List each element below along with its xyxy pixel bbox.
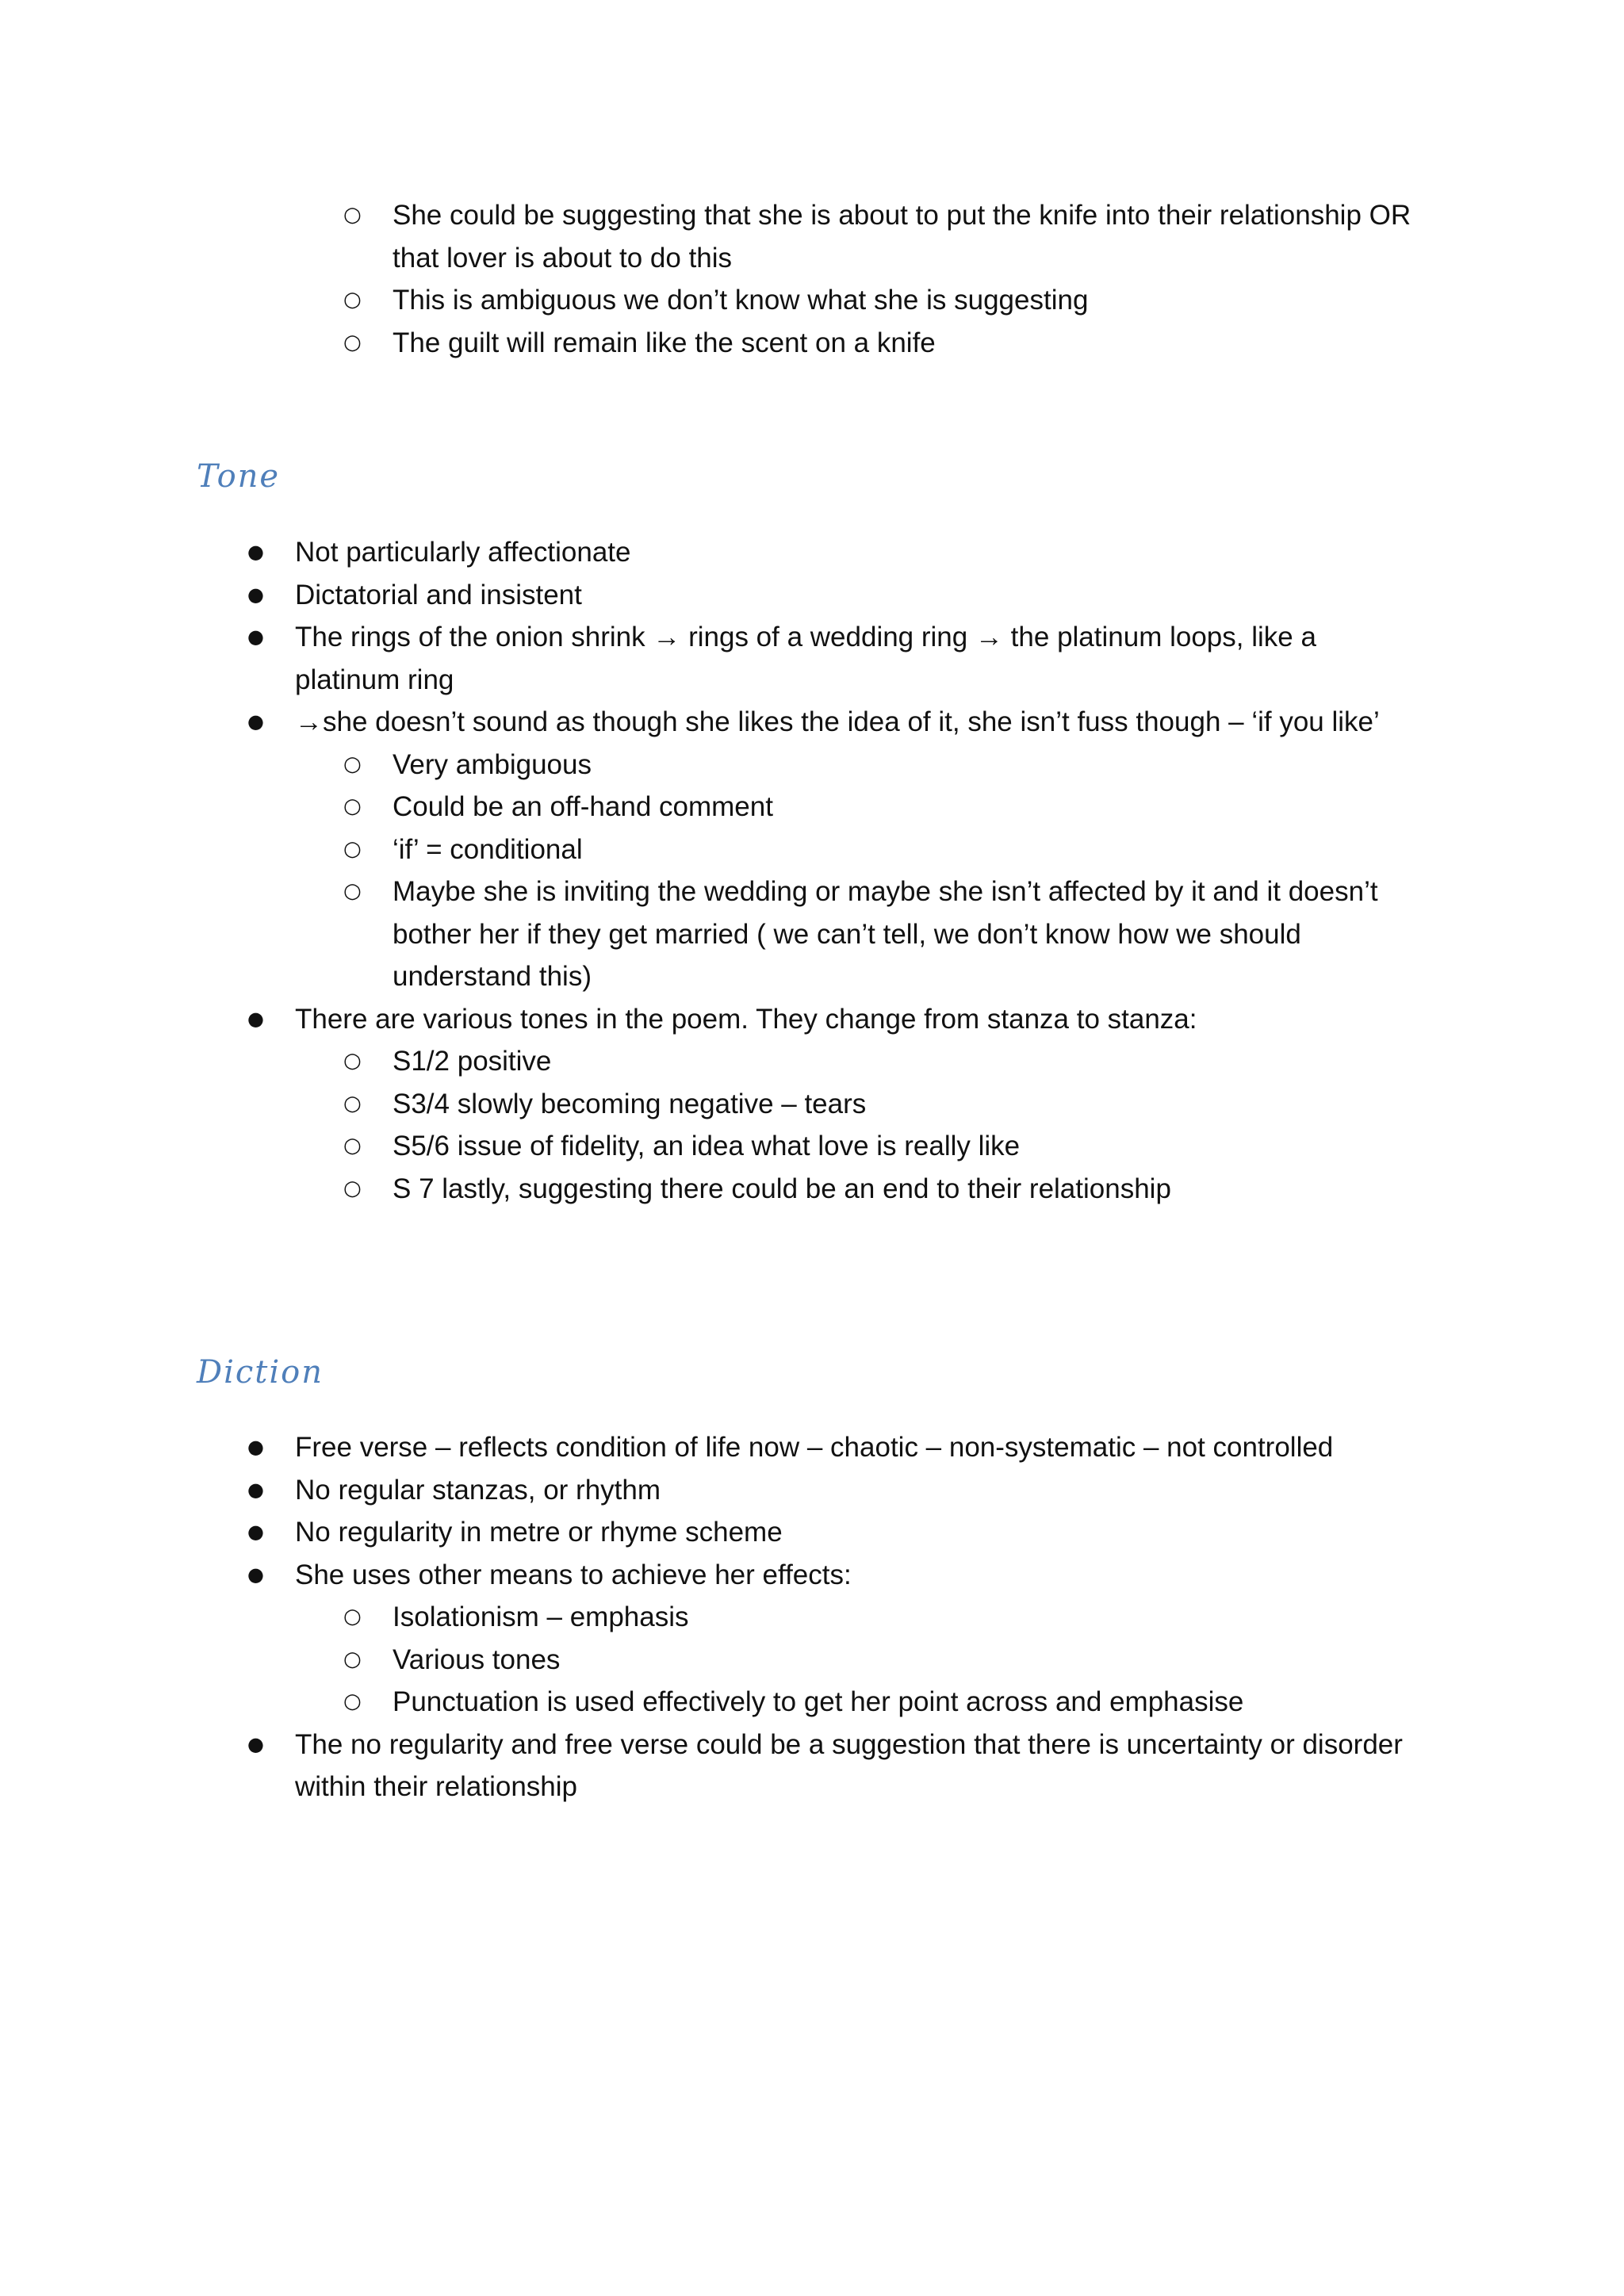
list-item: [247, 1469, 1421, 1512]
circle-bullet-icon: ○: [343, 288, 362, 312]
list-item-text: Punctuation is used effectively to get her point across and emphasise: [393, 1686, 1244, 1717]
circle-bullet-icon: ○: [343, 836, 362, 861]
tone-sub-list-2: [343, 1040, 1421, 1210]
bullet-icon: ●: [247, 1478, 264, 1501]
circle-bullet-icon: ○: [343, 1176, 362, 1200]
bullet-icon: ●: [247, 710, 264, 733]
bullet-icon: ●: [247, 626, 264, 648]
list-item-text: Dictatorial and insistent: [295, 579, 582, 610]
diction-sub-list: [343, 1596, 1421, 1724]
circle-bullet-icon: ○: [343, 794, 362, 818]
list-item-text: S 7 lastly, suggesting there could be an end to their relationship: [393, 1173, 1171, 1204]
list-item-text: S3/4 slowly becoming negative – tears: [393, 1088, 867, 1119]
list-item: [247, 574, 1421, 617]
list-item-text: Isolationism – emphasis: [393, 1601, 689, 1632]
list-item-text: Could be an off-hand comment: [393, 791, 773, 822]
list-item: [247, 1554, 1421, 1597]
bullet-icon: ●: [247, 1521, 264, 1543]
section-heading-tone: Tone: [197, 458, 281, 495]
circle-bullet-icon: ○: [343, 1647, 362, 1671]
list-item: [343, 1083, 1421, 1126]
bullet-icon: ●: [247, 1436, 264, 1458]
list-item: [343, 1168, 1421, 1211]
list-item: [343, 1681, 1421, 1724]
list-item: [247, 998, 1421, 1041]
circle-bullet-icon: ○: [343, 203, 362, 227]
list-item-text: The rings of the onion shrink → rings of a wedding ring → the platinum loops, like a platinum ring: [295, 622, 1316, 695]
list-item-text: No regular stanzas, or rhythm: [295, 1474, 661, 1506]
list-item: [247, 1511, 1421, 1554]
bullet-icon: ●: [247, 1007, 264, 1030]
circle-bullet-icon: ○: [343, 1689, 362, 1713]
list-item-text: There are various tones in the poem. They change from stanza to stanza:: [295, 1003, 1197, 1035]
bullet-icon: ●: [247, 583, 264, 606]
circle-bullet-icon: ○: [343, 879, 362, 903]
list-item: [343, 786, 1421, 828]
list-item-text: She could be suggesting that she is about to put the knife into their relationship OR that lover is about to do this: [393, 200, 1411, 274]
list-item: [343, 1596, 1421, 1639]
list-item-text: No regularity in metre or rhyme scheme: [295, 1517, 783, 1548]
circle-bullet-icon: ○: [343, 1049, 362, 1073]
list-item: [247, 1426, 1421, 1469]
list-item-text: Very ambiguous: [393, 748, 592, 780]
list-item: [247, 616, 1421, 701]
tone-sub-list-1: [343, 744, 1421, 998]
list-item: [343, 1040, 1421, 1083]
bullet-icon: ●: [247, 1563, 264, 1586]
list-item-text: Various tones: [393, 1644, 561, 1675]
circle-bullet-icon: ○: [343, 752, 362, 776]
list-item: [343, 1125, 1421, 1168]
list-item: [247, 701, 1421, 744]
list-item-text: This is ambiguous we don’t know what she is suggesting: [393, 285, 1089, 316]
list-item: [343, 744, 1421, 786]
list-item: [247, 531, 1421, 574]
list-item: [343, 279, 1415, 322]
list-item-text: Maybe she is inviting the wedding or maybe she isn’t affected by it and it doesn’t bother her if they get married ( we can’t tell, we don’t know how we should understand this): [393, 876, 1378, 992]
list-item: [343, 871, 1421, 998]
list-item: [247, 1724, 1421, 1808]
list-item-text: She uses other means to achieve her effects:: [295, 1559, 852, 1590]
intro-sub-list: [343, 194, 1415, 364]
tone-list: [247, 531, 1421, 1210]
diction-list: [247, 1426, 1421, 1808]
list-item-text: Not particularly affectionate: [295, 537, 631, 568]
circle-bullet-icon: ○: [343, 1091, 362, 1115]
bullet-icon: ●: [247, 1732, 264, 1755]
circle-bullet-icon: ○: [343, 330, 362, 354]
list-item-text: →she doesn’t sound as though she likes the idea of it, she isn’t fuss though – ‘if you like’: [295, 706, 1380, 737]
list-item: [343, 828, 1421, 871]
list-item-text: S5/6 issue of fidelity, an idea what love is really like: [393, 1131, 1021, 1161]
section-heading-diction: Diction: [197, 1354, 324, 1391]
circle-bullet-icon: ○: [343, 1134, 362, 1158]
list-item: [343, 1639, 1421, 1682]
list-item-text: Free verse – reflects condition of life now – chaotic – non-systematic – not controlled: [295, 1432, 1334, 1463]
list-item-text: ‘if’ = conditional: [393, 833, 583, 865]
list-item-text: The no regularity and free verse could be a suggestion that there is uncertainty or disorder within their relationship: [295, 1728, 1403, 1802]
list-item-text: The guilt will remain like the scent on a knife: [393, 327, 936, 358]
list-item-text: S1/2 positive: [393, 1046, 552, 1077]
bullet-icon: ●: [247, 541, 264, 563]
circle-bullet-icon: ○: [343, 1605, 362, 1628]
list-item: [343, 322, 1415, 365]
list-item: [343, 194, 1415, 279]
